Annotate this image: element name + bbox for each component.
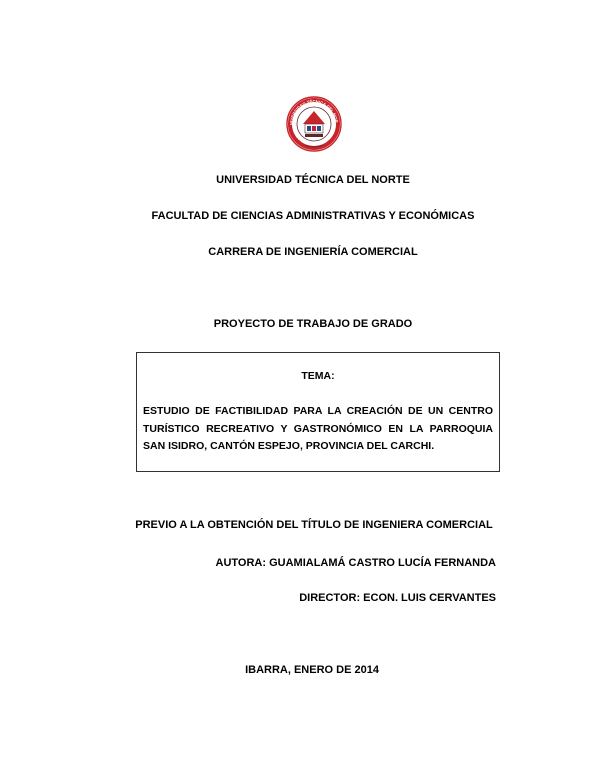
faculty-name: FACULTAD DE CIENCIAS ADMINISTRATIVAS Y ECONÓMICAS bbox=[151, 210, 475, 222]
author-line: AUTORA: GUAMIALAMÁ CASTRO LUCÍA FERNANDA bbox=[215, 557, 496, 569]
tema-label: TEMA: bbox=[301, 370, 335, 382]
seal-ring-text: NIVERSIDAD TÉCNICA DEL NOR bbox=[288, 99, 339, 126]
project-type: PROYECTO DE TRABAJO DE GRADO bbox=[213, 318, 413, 330]
tema-text: ESTUDIO DE FACTIBILIDAD PARA LA CREACIÓN DE UN CENTRO TURÍSTICO RECREATIVO Y GASTRONÓMICO EN LA PARROQUIA SAN ISIDRO, CANTÓN ESPEJO, PROVINCIA DEL CARCHI. bbox=[143, 405, 493, 452]
university-name: UNIVERSIDAD TÉCNICA DEL NORTE bbox=[216, 174, 410, 186]
career-name: CARRERA DE INGENIERÍA COMERCIAL bbox=[208, 246, 418, 258]
director-line: DIRECTOR: ECON. LUIS CERVANTES bbox=[299, 592, 496, 604]
place-date: IBARRA, ENERO DE 2014 bbox=[245, 664, 379, 676]
tema-box bbox=[136, 352, 500, 472]
university-seal-logo bbox=[283, 94, 345, 152]
degree-line: PREVIO A LA OBTENCIÓN DEL TÍTULO DE INGENIERA COMERCIAL bbox=[135, 519, 493, 531]
